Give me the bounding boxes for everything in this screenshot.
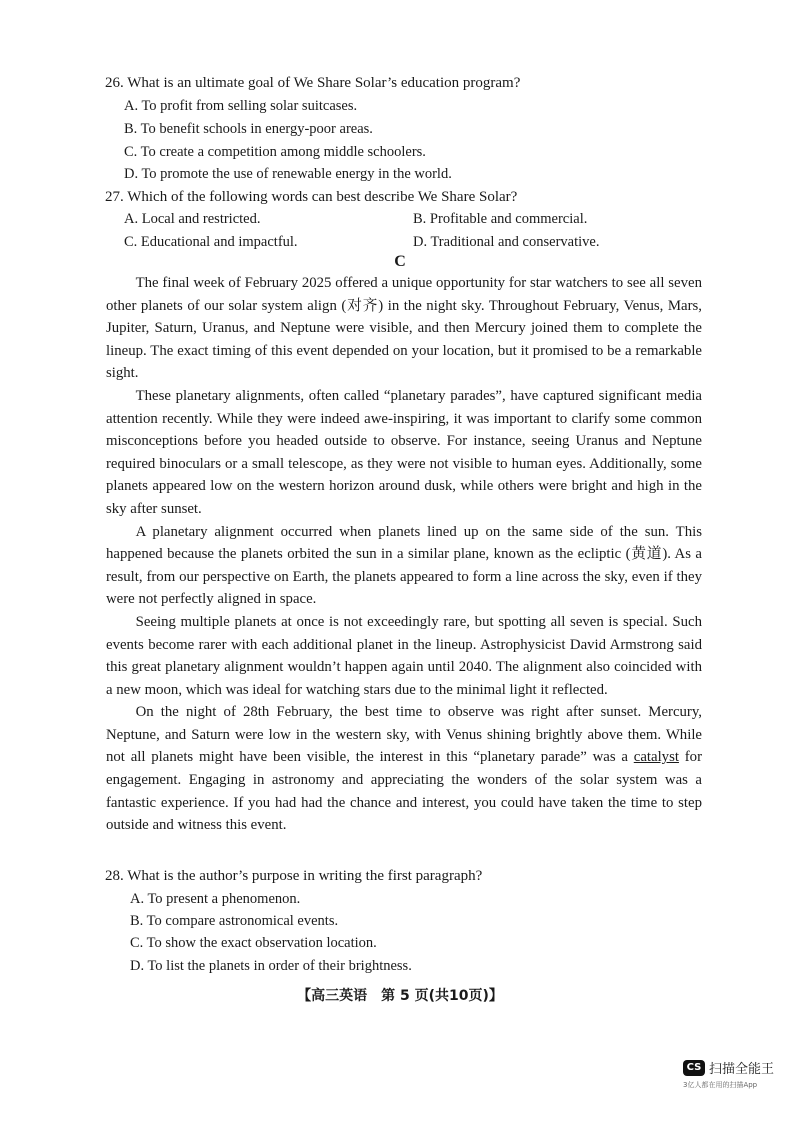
page-footer: 【高三英语 第 5 页(共10页)】 [297,988,503,1004]
question-28-stem: 28. What is the author’s purpose in writing the first paragraph? [105,868,483,884]
reading-passage [106,272,702,837]
scanner-watermark [683,1058,774,1077]
question-27-option-b: B. Profitable and commercial. [413,211,588,227]
passage-paragraph-4: Seeing multiple planets at once is not exceedingly rare, but spotting all seven is special. Such events become rarer with each additional planet in the lineup. Astrophysicist David Armstrong said this great planetary alignment wouldn’t happen again until 2040. The alignment also coincided with a new moon, which was ideal for watching stars due to the minimal light it reflected. [106,613,702,698]
section-heading: C [394,253,406,270]
question-27-option-a: A. Local and restricted. [124,211,261,227]
camscanner-logo-icon: CS [683,1060,705,1076]
question-28-option-c: C. To show the exact observation location. [130,935,377,951]
question-27-option-c: C. Educational and impactful. [124,234,298,250]
watermark-app-name: 扫描全能王 [709,1062,775,1077]
question-27-stem: 27. Which of the following words can best describe We Share Solar? [105,189,518,205]
paragraph-5-text-before: On the night of 28th February, the best time to observe was right after sunset. Mercury, Neptune, and Saturn were low in the western sky, with Venus shining brightly above them. While not all planets might have been visible, the interest in this “planetary parade” was a [106,704,702,766]
question-26-option-b: B. To benefit schools in energy-poor areas. [124,121,373,137]
question-26-stem: 26. What is an ultimate goal of We Share Solar’s education program? [105,75,521,91]
question-28-option-b: B. To compare astronomical events. [130,913,339,929]
passage-paragraph-1: The final week of February 2025 offered a unique opportunity for star watchers to see all seven other planets of our solar system align (对齐) in the night sky. Throughout February, Venus, Mars, Jupiter, Saturn, Uranus, and Neptune were visible, and then Mercury joined them to complete the lineup. The exact timing of this event depended on your location, but it promised to be a remarkable sight. [106,275,702,382]
question-28-option-d: D. To list the planets in order of their brightness. [130,958,412,974]
passage-paragraph-3: A planetary alignment occurred when planets lined up on the same side of the sun. This happened because the planets orbited the sun in a similar plane, known as the ecliptic (黄道). As a result, from our perspective on Earth, the planets appeared to form a line across the sky, even if they were not perfectly aligned in space. [106,523,702,608]
question-26-option-d: D. To promote the use of renewable energy in the world. [124,166,452,182]
question-28-option-a: A. To present a phenomenon. [130,891,301,907]
underlined-word: catalyst [633,749,679,766]
passage-paragraph-2: These planetary alignments, often called “planetary parades”, have captured significant media attention recently. While they were indeed awe-inspiring, it was important to clarify some common misconceptions before you headed outside to observe. For instance, seeing Uranus and Neptune required binoculars or a small telescope, as they were not visible to human eyes. Additionally, some planets appeared low on the western horizon around dusk, while others were bright and high in the sky after sunset. [106,387,702,517]
question-27-option-d: D. Traditional and conservative. [413,234,600,250]
passage-paragraph-5 [106,701,702,837]
paragraph-5-text-after: for engagement. Engaging in astronomy and appreciating the wonders of the solar system was a fantastic experience. If you had had the chance and interest, you could have taken the time to step outside and witness this event. [106,749,702,834]
question-26-option-c: C. To create a competition among middle schoolers. [124,144,426,160]
watermark-tagline: 3亿人都在用的扫描App [683,1081,758,1089]
question-26-option-a: A. To profit from selling solar suitcases. [124,98,358,114]
